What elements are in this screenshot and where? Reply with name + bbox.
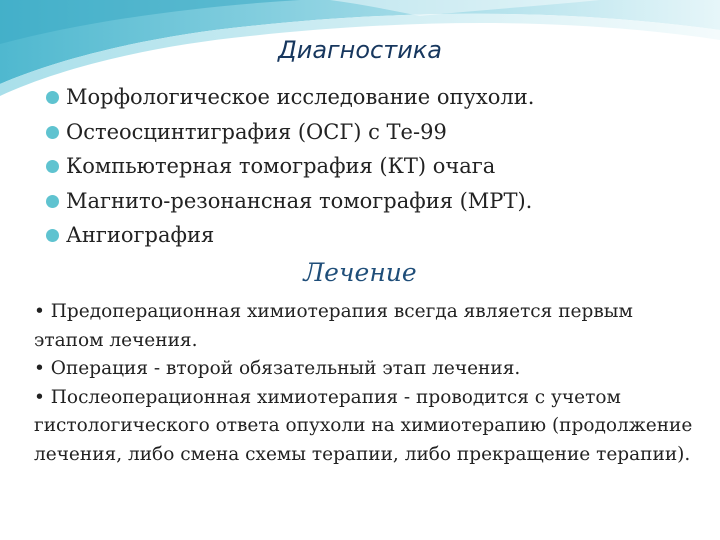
list-item [46, 218, 534, 253]
list-item-text: Ангиография [66, 223, 215, 247]
list-item [46, 184, 534, 219]
list-item-text: Морфологическое исследование опухоли. [66, 85, 535, 109]
treatment-paragraph: • Послеоперационная химиотерапия - проводится с учетом гистологического ответа опухоли на химиотерапию (продолжение лечения, либо смена схемы терапии, либо прекращение терапии). [34, 386, 693, 465]
diagnostics-title: Диагностика [277, 36, 442, 64]
diagnostics-list [46, 80, 534, 253]
treatment-paragraph: • Операция - второй обязательный этап лечения. [34, 358, 521, 379]
bullet-dot-icon [46, 160, 59, 173]
bullet-dot-icon [46, 195, 59, 208]
treatment-paragraph: • Предоперационная химиотерапия всегда является первым этапом лечения. [34, 301, 633, 351]
list-item-text: Магнито-резонансная томография (МРТ). [66, 188, 533, 213]
list-item [46, 149, 534, 184]
list-item-text: Компьютерная томография (КТ) очага [66, 154, 496, 178]
list-item [46, 115, 534, 150]
bullet-dot-icon [46, 229, 59, 242]
bullet-dot-icon [46, 91, 59, 104]
bullet-dot-icon [46, 126, 59, 139]
treatment-body [34, 298, 694, 469]
treatment-title: Лечение [303, 258, 417, 287]
list-item-text: Остеосцинтиграфия (ОСГ) с Те-99 [66, 119, 447, 144]
list-item [46, 80, 534, 115]
